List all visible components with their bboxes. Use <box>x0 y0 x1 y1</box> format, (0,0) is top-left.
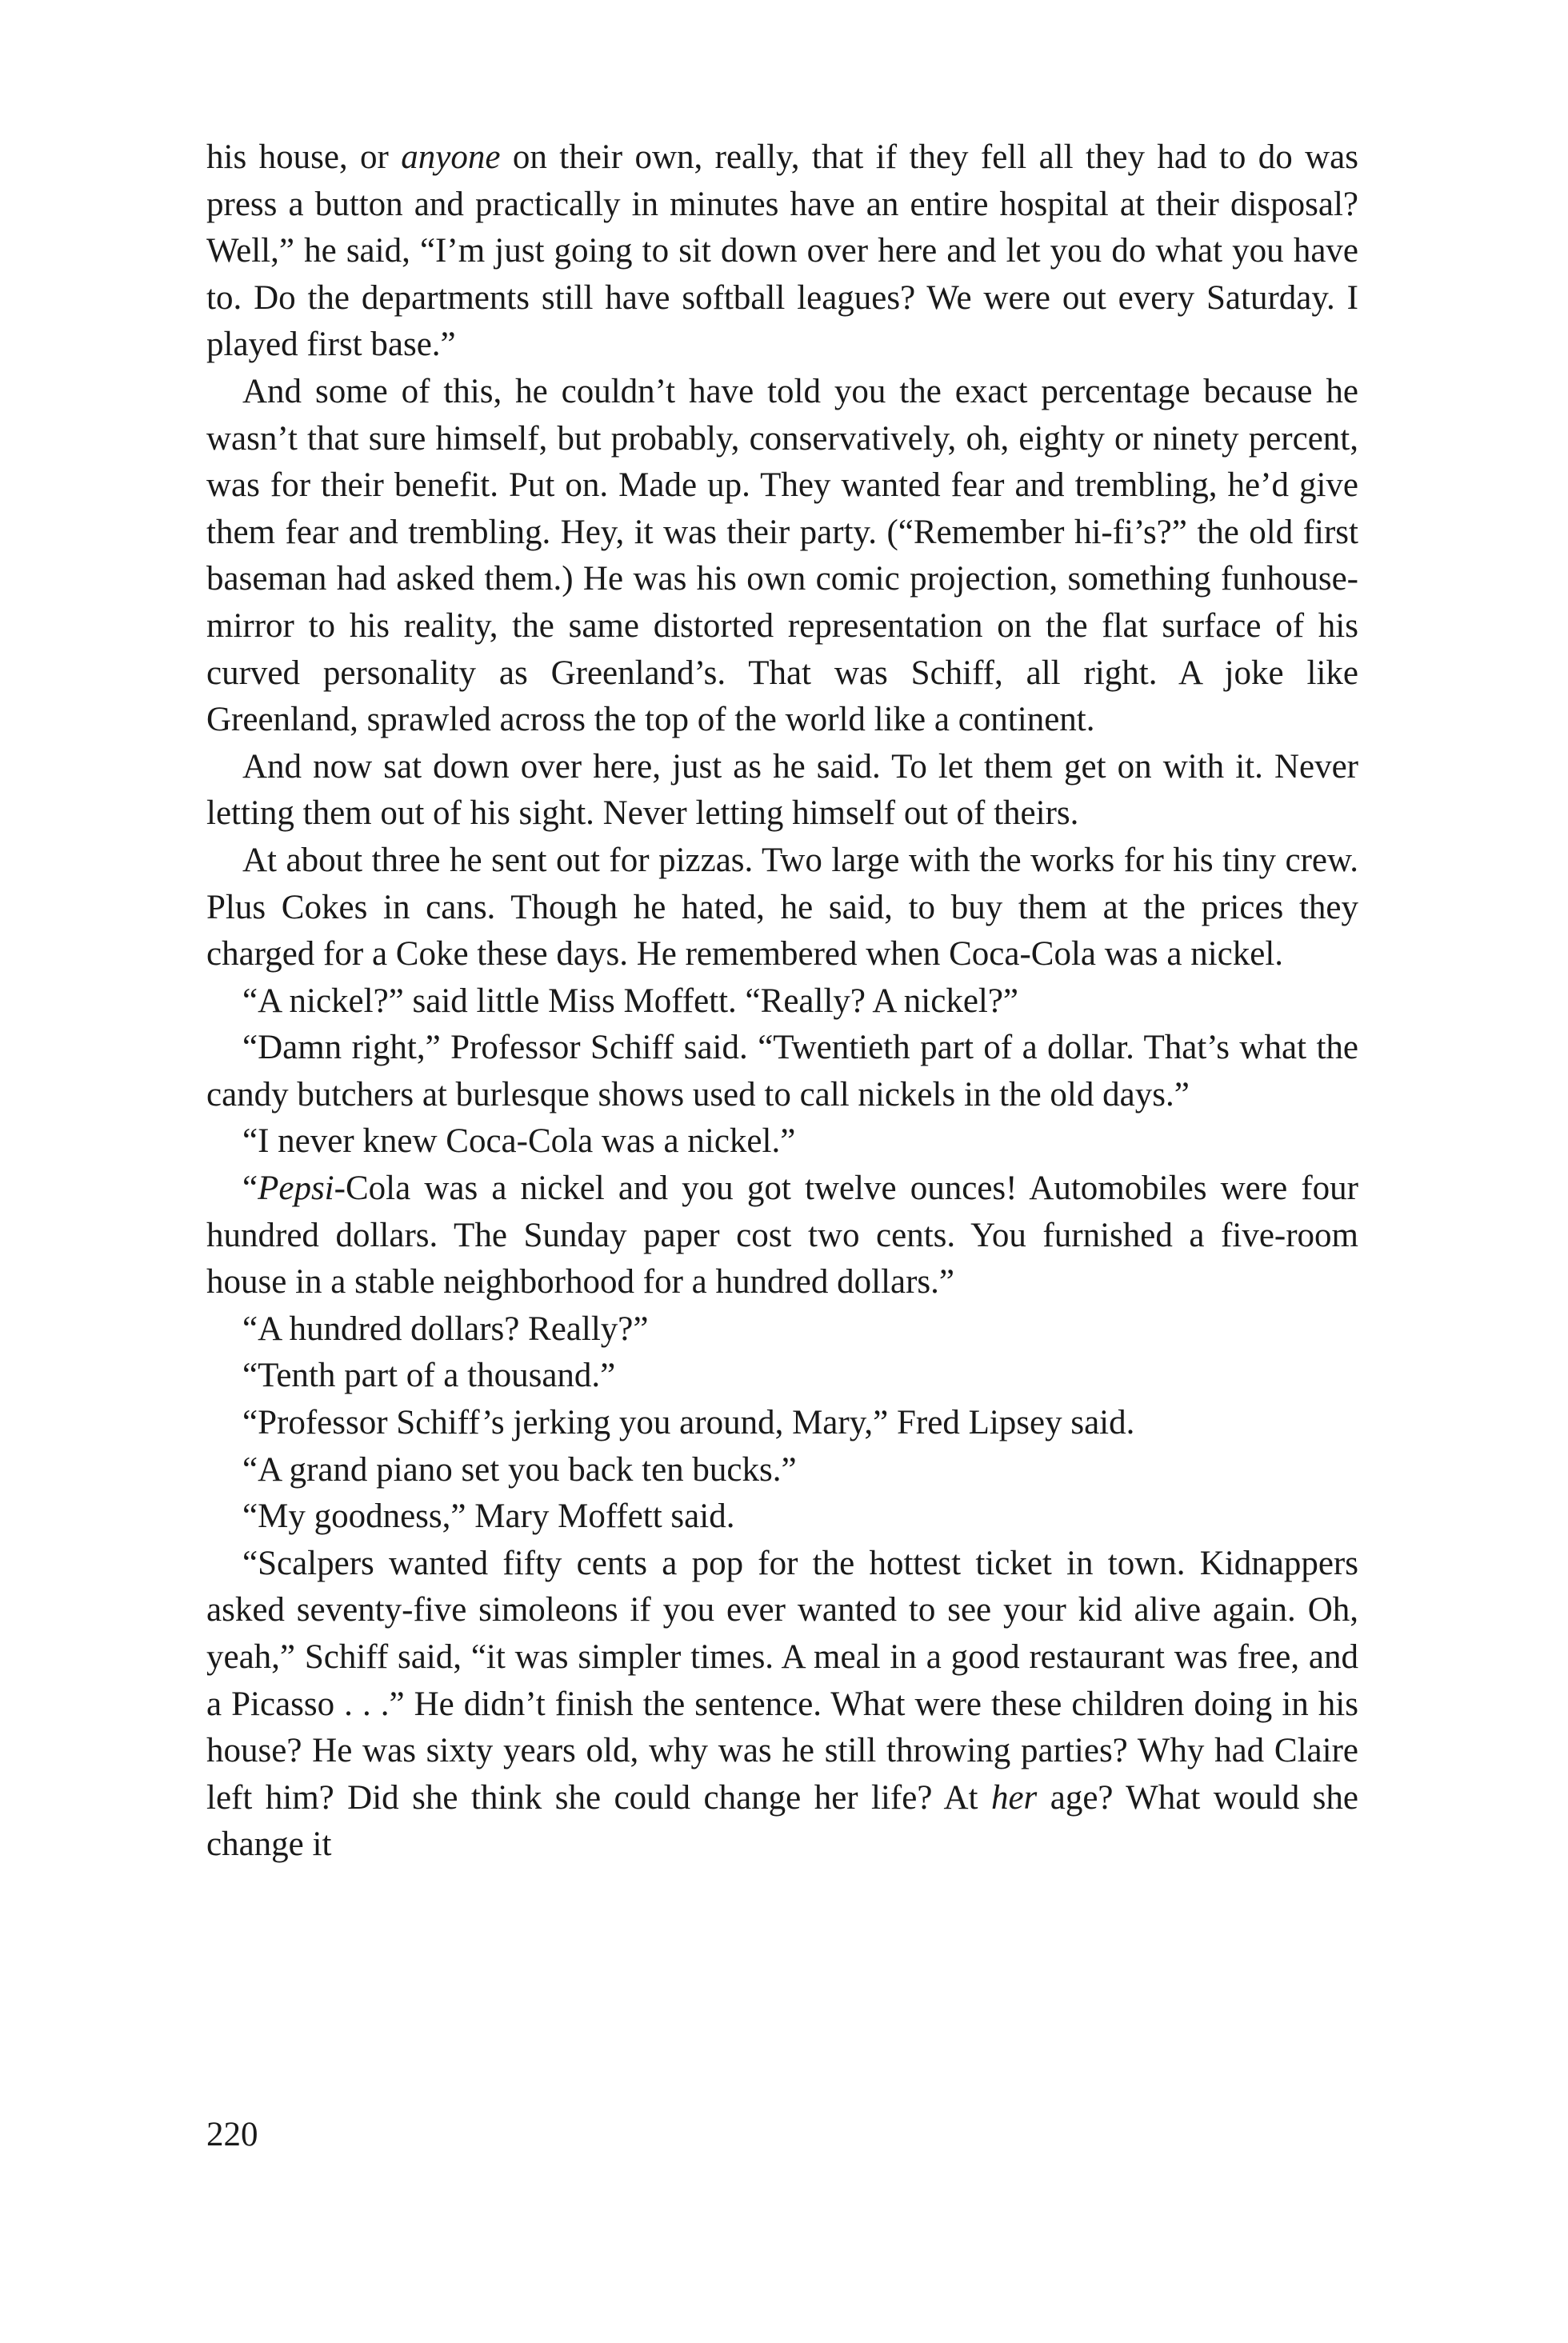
paragraph-11 <box>206 1400 1358 1447</box>
p14-text-b: age? What would she change it <box>206 1778 1358 1864</box>
p12-text: “A grand piano set you back ten bucks.” <box>242 1450 797 1489</box>
p3-text: And now sat down over here, just as he said. To let them get on with it. Never letting them out of his sight. Never letting himself out of theirs. <box>206 747 1358 833</box>
paragraph-8 <box>206 1166 1358 1306</box>
p8-italic-pepsi: Pepsi <box>258 1170 334 1208</box>
paragraph-14 <box>206 1541 1358 1869</box>
p9-text: “A hundred dollars? Really?” <box>242 1309 649 1348</box>
p14-italic-her: her <box>990 1778 1038 1817</box>
paragraph-1 <box>206 134 1358 369</box>
paragraph-13 <box>206 1493 1358 1541</box>
p6-text: “Damn right,” Professor Schiff said. “Twentieth part of a dollar. That’s what the candy butchers at burlesque shows used to call nickels in the old days.” <box>206 1029 1358 1114</box>
p14-text-a: “Scalpers wanted fifty cents a pop for the hottest ticket in town. Kidnappers asked seventy-five simoleons if you ever wanted to see your kid alive again. Oh, yeah,” Schiff said, “it was simpler times. A meal in a good restaurant was free, and a Picasso . . .” He didn’t finish the sentence. What were these children doing in his house? He was sixty years old, why was he still throwing parties? Why had Claire left him? Did she think she could change her life? At <box>206 1544 1358 1817</box>
p5-text: “A nickel?” said little Miss Moffett. “Really? A nickel?” <box>242 982 1019 1020</box>
paragraph-5 <box>206 978 1358 1026</box>
p7-text: “I never knew Coca-Cola was a nickel.” <box>242 1122 796 1161</box>
p1-italic-anyone: anyone <box>401 138 501 176</box>
p8-text-b: -Cola was a nickel and you got twelve ounces! Automobiles were four hundred dollars. The Sunday paper cost two cents. You furnished a five-room house in a stable neighborhood for a hundred dollars.” <box>206 1170 1358 1301</box>
page-body <box>206 134 1358 1869</box>
page-number: 220 <box>206 2116 258 2153</box>
paragraph-10 <box>206 1353 1358 1400</box>
p13-text: “My goodness,” Mary Moffett said. <box>242 1497 735 1536</box>
paragraph-6 <box>206 1025 1358 1118</box>
p2-text: And some of this, he couldn’t have told you the exact percentage because he wasn’t that sure himself, but probably, conservatively, oh, eighty or ninety percent, was for their benefit. Put on. Made up. They wanted fear and trembling, he’d give them fear and trembling. Hey, it was their party. (“Remember hi-fi’s?” the old first baseman had asked them.) He was his own comic projection, something funhouse-mirror to his reality, the same distorted representation on the flat surface of his curved personality as Greenland’s. That was Schiff, all right. A joke like Greenland, sprawled across the top of the world like a continent. <box>206 372 1358 739</box>
paragraph-7 <box>206 1118 1358 1166</box>
paragraph-4 <box>206 838 1358 978</box>
p10-text: “Tenth part of a thousand.” <box>242 1357 616 1395</box>
paragraph-3 <box>206 744 1358 838</box>
p4-text: At about three he sent out for pizzas. Two large with the works for his tiny crew. Plus Cokes in cans. Though he hated, he said, to buy them at the prices they charged for a Coke these days. He remembered when Coca-Cola was a nickel. <box>206 841 1358 974</box>
paragraph-12 <box>206 1447 1358 1494</box>
p11-text: “Professor Schiff’s jerking you around, Mary,” Fred Lipsey said. <box>242 1404 1135 1442</box>
paragraph-2 <box>206 369 1358 744</box>
p8-text-a: “ <box>242 1170 258 1208</box>
p1-text-b: on their own, really, that if they fell all they had to do was press a button and practically in minutes have an entire hospital at their disposal? Well,” he said, “I’m just going to sit down over here and let you do what you have to. Do the departments still have softball leagues? We were out every Saturday. I played first base.” <box>206 138 1358 364</box>
p1-text-a: his house, or <box>206 138 402 176</box>
paragraph-9 <box>206 1306 1358 1353</box>
